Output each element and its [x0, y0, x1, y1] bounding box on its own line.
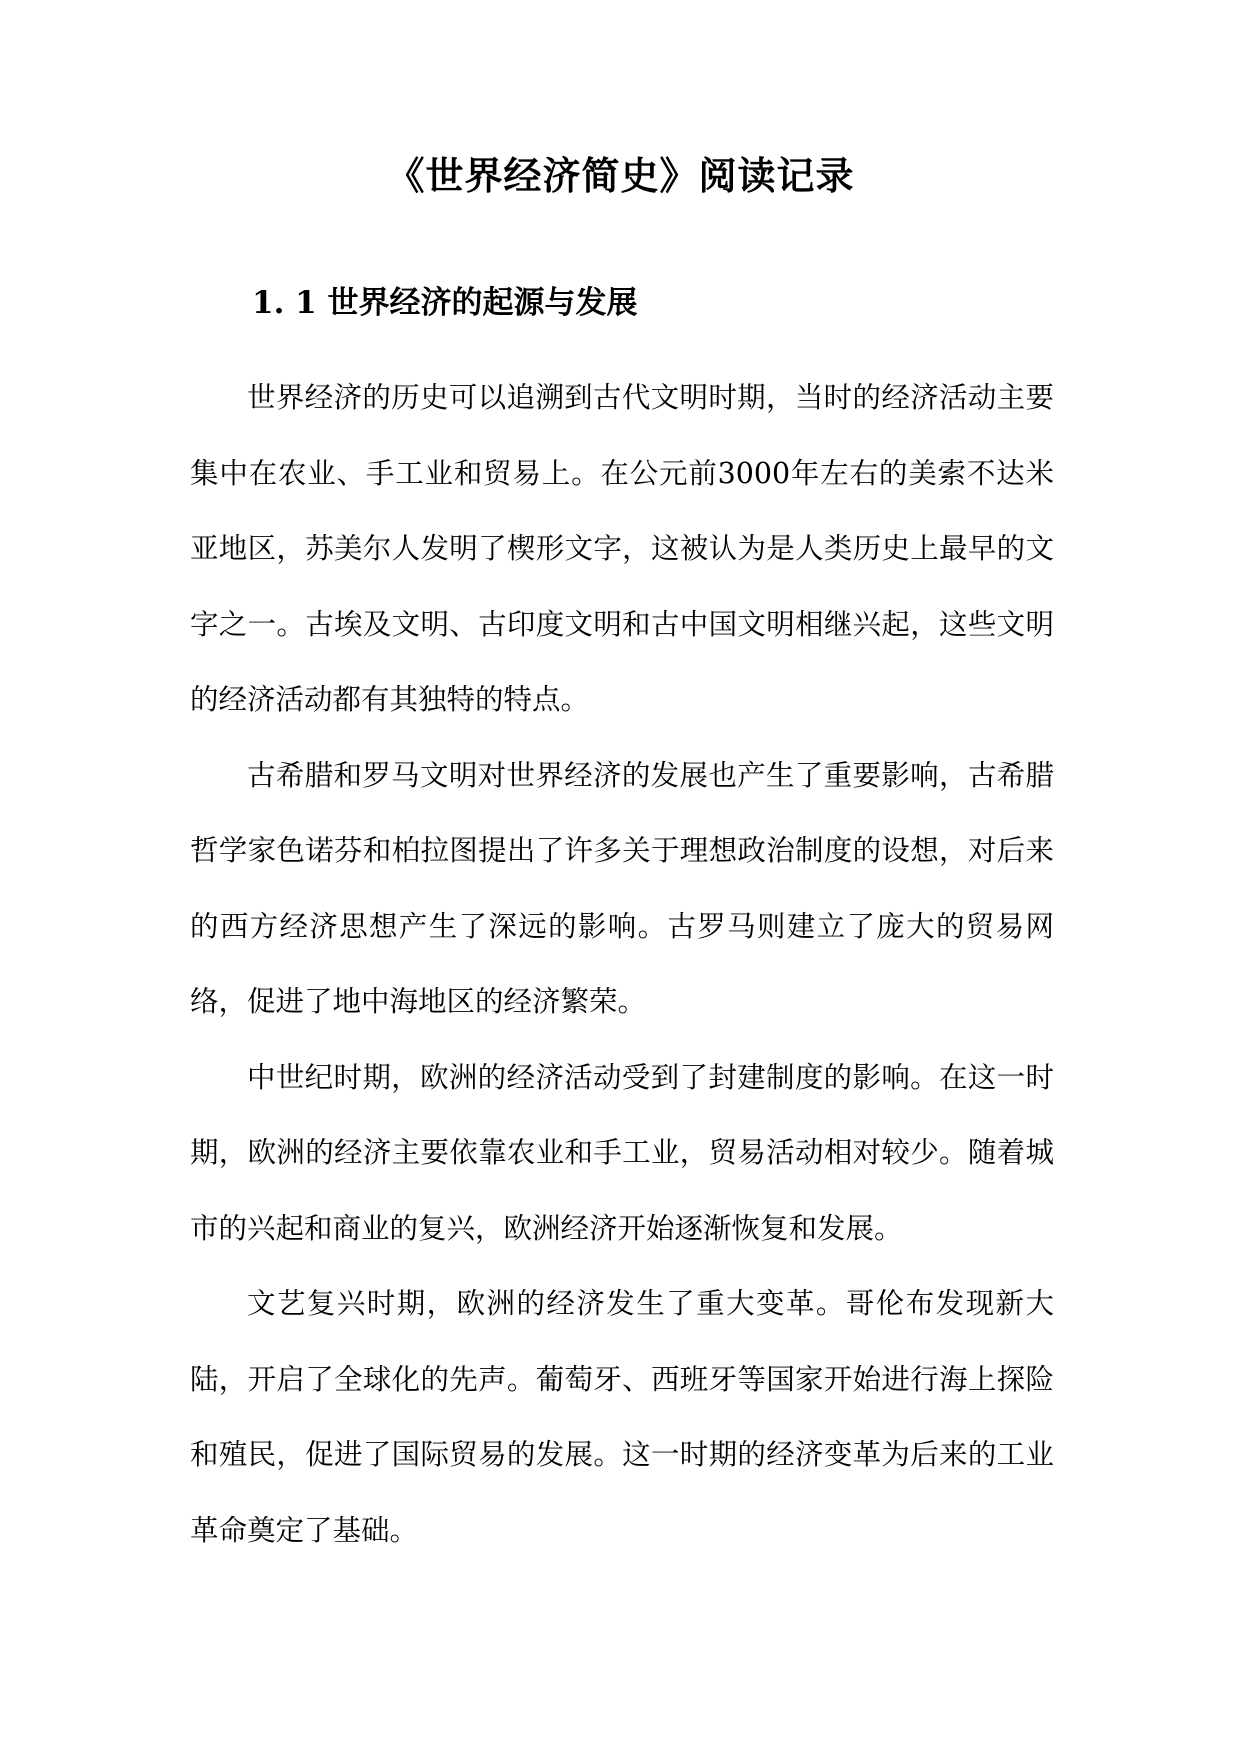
paragraph-middle-ages: 中世纪时期，欧洲的经济活动受到了封建制度的影响。在这一时期，欧洲的经济主要依靠农业和手工业，贸易活动相对较少。随着城市的兴起和商业的复兴，欧洲经济开始逐渐恢复和发展。 [190, 1060, 1054, 1245]
body-text [190, 360, 1054, 1568]
paragraph-renaissance: 文艺复兴时期，欧洲的经济发生了重大变革。哥伦布发现新大陆，开启了全球化的先声。葡萄牙、西班牙等国家开始进行海上探险和殖民，促进了国际贸易的发展。这一时期的经济变革为后来的工业革命奠定了基础。 [190, 1287, 1054, 1547]
paragraph-ancient-civilizations: 世界经济的历史可以追溯到古代文明时期，当时的经济活动主要集中在农业、手工业和贸易上。在公元前3000年左右的美索不达米亚地区，苏美尔人发明了楔形文字，这被认为是人类历史上最早的文字之一。古埃及文明、古印度文明和古中国文明相继兴起，这些文明的经济活动都有其独特的特点。 [190, 381, 1054, 716]
document-title: 《世界经济简史》阅读记录 [386, 153, 855, 198]
section-heading: 1. 1 世界经济的起源与发展 [252, 285, 638, 321]
paragraph-greece-rome: 古希腊和罗马文明对世界经济的发展也产生了重要影响，古希腊哲学家色诺芬和柏拉图提出了许多关于理想政治制度的设想，对后来的西方经济思想产生了深远的影响。古罗马则建立了庞大的贸易网络，促进了地中海地区的经济繁荣。 [190, 758, 1054, 1018]
